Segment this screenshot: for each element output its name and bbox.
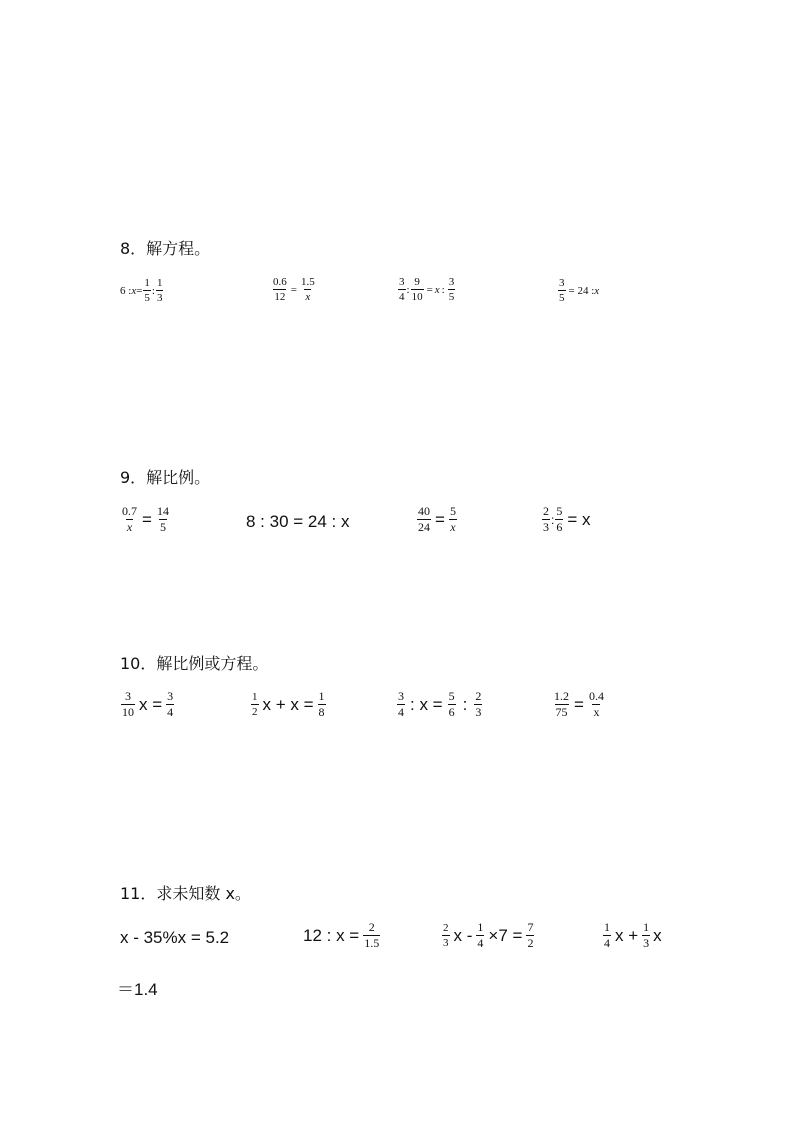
text: x + x = [262, 694, 314, 714]
text: x + [615, 925, 639, 945]
fraction: $\frac{3}{4}$ [398, 689, 404, 720]
fraction: $\frac{5}{6}$ [448, 689, 455, 720]
q9-equation-4 [541, 505, 591, 534]
equals-sign: = [142, 509, 152, 529]
ratio-colon: : [462, 694, 468, 714]
q10-equation-4 [552, 690, 606, 719]
fraction: $\frac{2}{1.5}$ [364, 920, 380, 951]
q11-equation-4-continued [117, 975, 158, 1000]
fraction: $\frac{7}{2}$ [527, 920, 534, 951]
fraction: $\frac{1.2}{75}$ [554, 689, 569, 720]
fraction: $\frac{3}{4}$ [167, 689, 174, 720]
variable-x: x [434, 283, 440, 296]
text: = 24 : [568, 284, 595, 297]
question-10-heading: 10．解比例或方程。 [120, 654, 269, 673]
fraction: $\frac{0.4}{x}$ [588, 689, 604, 720]
fraction: $\frac{1.5}{x}$ [300, 276, 315, 304]
fraction: $\frac{5}{x}$ [449, 504, 456, 535]
ratio-colon: : [551, 512, 555, 527]
equals-sign: = [435, 509, 445, 529]
q10-equation-1 [120, 690, 175, 719]
text: x - 35%x = 5.2 [120, 928, 230, 947]
equals-sign: = [426, 283, 433, 296]
fraction: $\frac{2}{3}$ [475, 689, 482, 720]
q8-equation-3 [397, 276, 456, 303]
fraction: $\frac{3}{10}$ [122, 689, 134, 720]
fraction: $\frac{2}{3}$ [543, 504, 549, 535]
fraction: $\frac{9}{10}$ [411, 276, 423, 304]
fraction: $\frac{1}{4}$ [604, 920, 610, 951]
fraction: $\frac{1}{8}$ [318, 689, 325, 720]
question-8-heading: 8．解方程。 [120, 239, 211, 258]
text: x [653, 925, 662, 945]
q11-equation-4 [602, 921, 662, 950]
fraction: $\frac{1}{3}$ [643, 920, 650, 951]
variable-x: x [131, 284, 137, 297]
fraction: $\frac{1}{2}$ [252, 691, 258, 719]
q11-equation-1 [120, 928, 229, 948]
q10-equation-3 [396, 690, 483, 719]
fraction: $\frac{2}{3}$ [443, 922, 449, 950]
fraction: $\frac{0.6}{12}$ [273, 276, 287, 304]
q8-equation-4 [557, 277, 599, 304]
fraction: $\frac{14}{5}$ [156, 504, 169, 535]
text: 6 : [120, 284, 132, 297]
q8-equation-2 [271, 276, 317, 303]
variable-x: x [594, 284, 600, 297]
q9-equation-3 [416, 505, 458, 534]
equals-sign: = [290, 283, 297, 296]
q8-equation-1 [120, 277, 164, 304]
ratio-colon: : [151, 284, 155, 297]
ratio-colon: : [441, 283, 445, 296]
text: = [136, 284, 143, 297]
fraction: $\frac{1}{3}$ [156, 277, 163, 305]
equals-sign: = [574, 694, 584, 714]
q11-equation-3 [441, 921, 535, 950]
fraction: $\frac{0.7}{x}$ [122, 504, 137, 535]
text: 8 : 30 = 24 : x [246, 512, 350, 531]
fraction: $\frac{1}{5}$ [144, 277, 150, 305]
fraction: $\frac{3}{5}$ [448, 276, 455, 304]
fraction: $\frac{1}{4}$ [477, 920, 484, 951]
q10-equation-2 [250, 690, 327, 719]
question-9-heading: 9．解比例。 [120, 468, 211, 487]
ratio-colon: : [406, 283, 410, 296]
fraction: $\frac{3}{5}$ [559, 277, 565, 305]
fraction: $\frac{5}{6}$ [556, 504, 563, 535]
text: ＝1.4 [117, 980, 158, 999]
text: ×7 = [488, 925, 523, 945]
q9-equation-2 [246, 512, 350, 532]
q9-equation-1 [120, 505, 171, 534]
text: x = [139, 694, 163, 714]
question-11-heading: 11．求未知数 x。 [120, 884, 251, 903]
text: = x [567, 509, 591, 529]
text: 12 : x = [303, 925, 360, 945]
q11-equation-2 [303, 921, 381, 950]
text: : x = [410, 694, 443, 714]
fraction: $\frac{40}{24}$ [418, 504, 430, 535]
text: x - [453, 925, 473, 945]
fraction: $\frac{3}{4}$ [399, 276, 405, 304]
